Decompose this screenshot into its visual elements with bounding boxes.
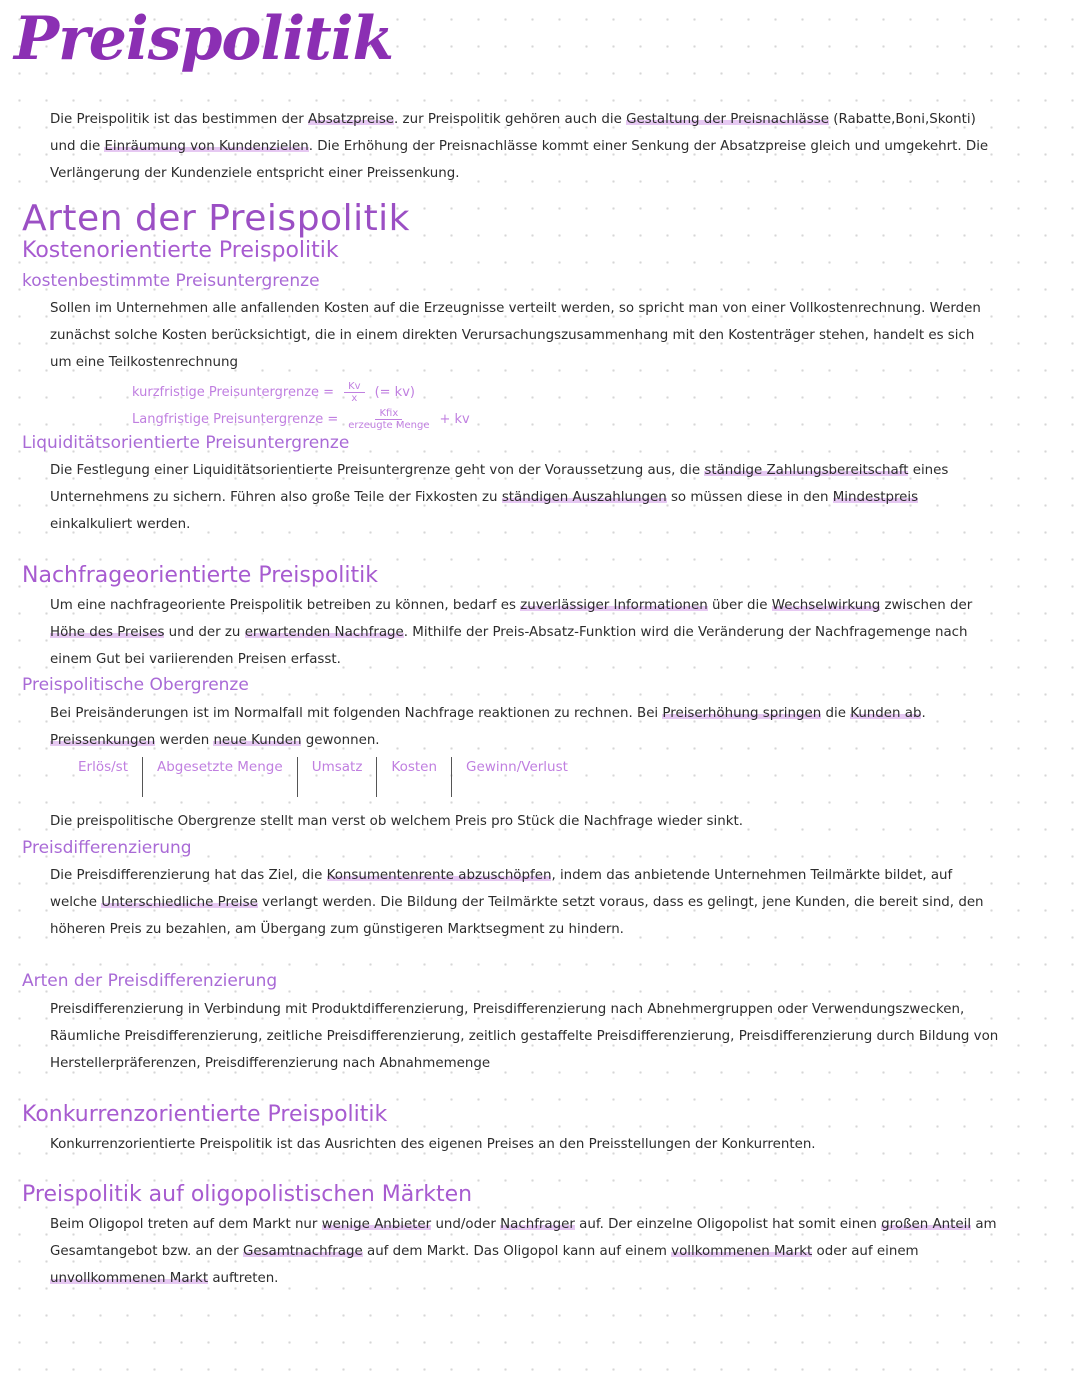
highlight: Kunden ab — [850, 706, 922, 721]
text: am Gesamtangebot bzw. an der — [50, 1217, 997, 1259]
text: . zur Preispolitik gehören auch die — [394, 112, 627, 127]
formula-label: kurzfristige Preisuntergrenze = — [132, 385, 335, 400]
denominator: x — [351, 393, 358, 404]
highlight: neue Kunden — [213, 733, 302, 748]
table-header-cell: Umsatz — [297, 757, 377, 797]
text: (Rabatte,Boni,Skonti) und die — [50, 112, 976, 154]
highlight: Höhe des Preises — [50, 625, 165, 640]
text: werden — [155, 733, 214, 748]
table-header-cell: Gewinn/Verlust — [451, 757, 582, 797]
text: über die — [707, 598, 772, 613]
text: Die Preispolitik ist das bestimmen der — [50, 112, 309, 127]
highlight: Absatzpreise — [308, 112, 395, 127]
heading-arten-differenzierung: Arten der Preisdifferenzierung — [22, 971, 278, 991]
text: gewonnen. — [301, 733, 380, 748]
highlight: Preissenkungen — [50, 733, 156, 748]
intro-paragraph — [50, 106, 1000, 187]
table-header-cell: Kosten — [376, 757, 451, 797]
text: , indem das anbietende Unternehmen Teilmärkte bildet, auf welche — [50, 868, 953, 910]
highlight: Konsumentenrente abzuschöpfen — [326, 868, 552, 883]
text: verlangt werden. Die Bildung der Teilmärkte setzt voraus, dass es gelingt, jene Kunden, die bereit sind, den höheren Preis zu bezahlen, am Übergang zum günstigeren Marktsegment zu hindern. — [50, 895, 984, 937]
heading-oligopol: Preispolitik auf oligopolistischen Märkten — [22, 1182, 473, 1207]
highlight: Wechselwirkung — [771, 598, 881, 613]
oligopol-paragraph — [50, 1211, 1000, 1292]
text: so müssen diese in den — [666, 490, 833, 505]
heading-arten: Arten der Preispolitik — [22, 198, 411, 239]
highlight: Unterschiedliche Preise — [101, 895, 258, 910]
highlight: Gestaltung der Preisnachlässe — [626, 112, 829, 127]
konkurrenz-paragraph: Konkurrenzorientierte Preispolitik ist das Ausrichten des eigenen Preises an den Preisstellungen der Konkurrenten. — [50, 1137, 816, 1152]
table-header-row — [64, 757, 582, 797]
text: eines Unternehmens zu sichern. Führen also große Teile der Fixkosten zu — [50, 463, 949, 505]
heading-kostenorientiert: Kostenorientierte Preispolitik — [22, 238, 339, 263]
text: auftreten. — [208, 1271, 279, 1286]
text: Bei Preisänderungen ist im Normalfall mit folgenden Nachfrage reaktionen zu rechnen. Bei — [50, 706, 663, 721]
text: auf. Der einzelne Oligopolist hat somit einen — [574, 1217, 882, 1232]
numerator: Kfix — [375, 408, 402, 420]
text: Um eine nachfrageoriente Preispolitik betreiben zu können, bedarf es — [50, 598, 521, 613]
heading-preisdifferenzierung: Preisdifferenzierung — [22, 838, 192, 858]
formula-short-term — [132, 381, 415, 404]
highlight: wenige Anbieter — [321, 1217, 432, 1232]
obergrenze-paragraph — [50, 700, 1000, 754]
text: einkalkuliert werden. — [50, 517, 191, 532]
text: zwischen der — [880, 598, 973, 613]
text: und/oder — [431, 1217, 501, 1232]
highlight: unvollkommenen Markt — [50, 1271, 209, 1286]
text: Die Preisdifferenzierung hat das Ziel, die — [50, 868, 327, 883]
denominator: erzeugte Menge — [348, 420, 430, 431]
text: die — [821, 706, 851, 721]
fraction — [344, 381, 364, 404]
text: und der zu — [164, 625, 245, 640]
highlight: Einräumung von Kundenzielen — [104, 139, 309, 154]
highlight: Preiserhöhung springen — [662, 706, 822, 721]
heading-konkurrenzorientiert: Konkurrenzorientierte Preispolitik — [22, 1102, 388, 1127]
text: oder auf einem — [812, 1244, 919, 1259]
text: Beim Oligopol treten auf dem Markt nur — [50, 1217, 322, 1232]
text: . Mithilfe der Preis-Absatz-Funktion wird die Veränderung der Nachfragemenge nach einem Gut bei variierenden Preisen erfasst. — [50, 625, 968, 667]
highlight: Mindestpreis — [832, 490, 919, 505]
formula-label: Langfristige Preisuntergrenze = — [132, 412, 339, 427]
formula-note: (= kv) — [374, 385, 415, 400]
highlight: zuverlässiger Informationen — [520, 598, 708, 613]
highlight: großen Anteil — [881, 1217, 972, 1232]
differenzierung-paragraph — [50, 862, 1000, 943]
table-header-cell: Abgesetzte Menge — [142, 757, 297, 797]
heading-obergrenze: Preispolitische Obergrenze — [22, 675, 249, 695]
highlight: Gesamtnachfrage — [242, 1244, 363, 1259]
text: auf dem Markt. Das Oligopol kann auf einem — [362, 1244, 672, 1259]
formula-long-term — [132, 408, 470, 431]
page-title: Preispolitik — [14, 4, 394, 74]
highlight: erwartenden Nachfrage — [244, 625, 404, 640]
fraction — [348, 408, 429, 431]
liquiditaet-paragraph — [50, 457, 1000, 538]
heading-nachfrageorientiert: Nachfrageorientierte Preispolitik — [22, 563, 378, 588]
kostenbestimmte-paragraph: Sollen im Unternehmen alle anfallenden Kosten auf die Erzeugnisse verteilt werden, so spricht man von einer Vollkostenrechnung. Werden zunächst solche Kosten berücksichtigt, die in einem direkten Verursachungszusammenhang mit den Kostenträger stehen, handelt es sich um eine Teilkostenrechnung — [50, 301, 981, 370]
table-header-cell: Erlös/st — [78, 759, 128, 775]
arten-differenzierung-paragraph: Preisdifferenzierung in Verbindung mit Produktdifferenzierung, Preisdifferenzierung nach Abnehmergruppen oder Verwendungszwecken, Räumliche Preisdifferenzierung, zeitliche Preisdifferenzierung, zeitlich gestaffelte Preisdifferenzierung, Preisdifferenzierung durch Bildung von Herstellerpräferenzen, Preisdifferenzierung nach Abnahmemenge — [50, 1002, 999, 1071]
text: Die Festlegung einer Liquiditätsorientierte Preisuntergrenze geht von der Voraussetzung aus, die — [50, 463, 705, 478]
heading-kostenbestimmte: kostenbestimmte Preisuntergrenze — [22, 271, 320, 291]
formula-note: + kv — [439, 412, 470, 427]
highlight: ständige Zahlungsbereitschaft — [704, 463, 909, 478]
text: . — [921, 706, 926, 721]
heading-liquiditaet: Liquiditätsorientierte Preisuntergrenze — [22, 433, 350, 453]
highlight: vollkommenen Markt — [671, 1244, 813, 1259]
text: . Die Erhöhung der Preisnachlässe kommt einer Senkung der Absatzpreise gleich und umgekehrt. Die Verlängerung der Kundenziele entspricht einer Preissenkung. — [50, 139, 989, 181]
obergrenze-after-paragraph: Die preispolitische Obergrenze stellt man verst ob welchem Preis pro Stück die Nachfrage wieder sinkt. — [50, 814, 743, 829]
numerator: Kv — [344, 381, 364, 393]
highlight: Nachfrager — [500, 1217, 575, 1232]
highlight: ständigen Auszahlungen — [501, 490, 667, 505]
nachfrage-paragraph — [50, 592, 1000, 673]
